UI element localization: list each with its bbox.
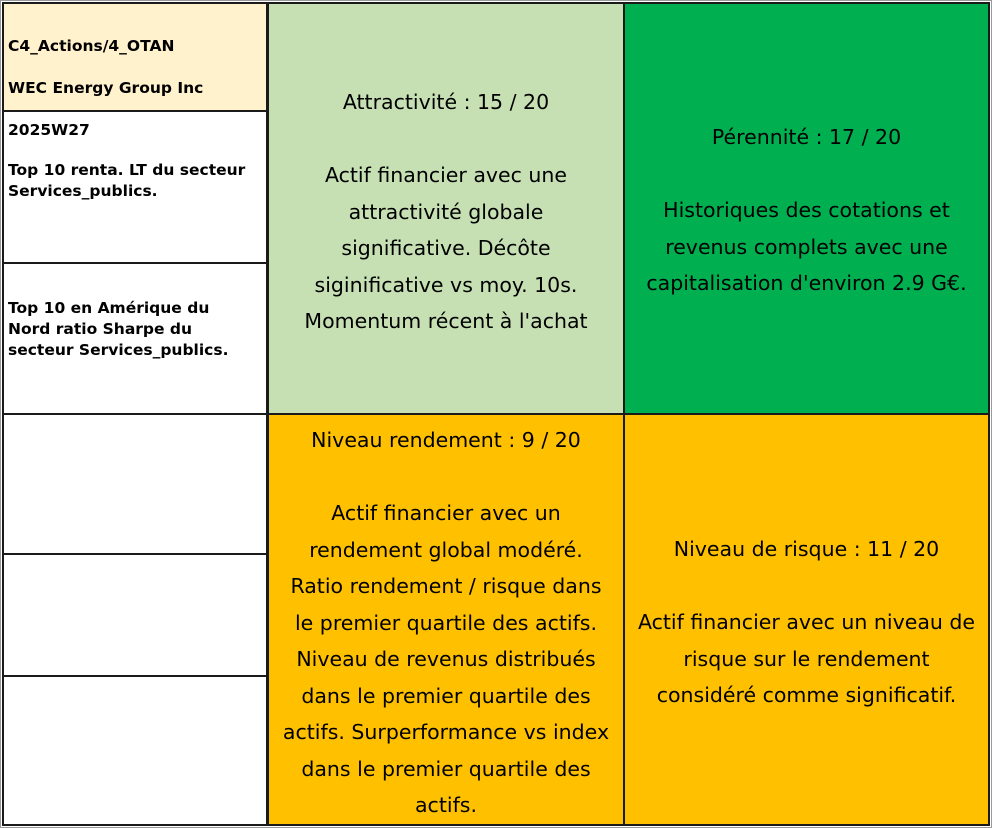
side-note-2: Top 10 en Amérique du Nord ratio Sharpe du secteur Services_publics. [8,299,229,359]
attractivite-score: Attractivité : 15 / 20 [342,90,550,114]
side-note-2-cell [2,262,268,415]
header-week: 2025W27 [8,121,90,139]
risque-block [627,531,986,714]
side-note-1: Top 10 renta. LT du secteur Services_publics. [8,161,246,200]
perennite-block [627,119,986,302]
risque-cell [623,413,990,826]
attractivite-cell [267,2,625,415]
side-note-3-cell [2,413,268,555]
perennite-description: Historiques des cotations et revenus complets avec une capitalisation d'environ 2.9 G€. [646,198,967,295]
perennite-score: Pérennité : 17 / 20 [711,125,902,149]
rendement-cell [267,413,625,826]
header-portfolio: C4_Actions/4_OTAN [8,37,175,55]
side-note-1-cell [2,110,268,264]
risque-description: Actif financier avec un niveau de risque sur le rendement considéré comme significatif. [637,610,976,707]
rendement-description: Actif financier avec un rendement global modéré. Ratio rendement / risque dans le premier quartile des actifs. Niveau de revenus distribués dans le premier quartile des actifs. Surperformance vs index dans le premier quartile des actifs. [282,501,610,817]
attractivite-description: Actif financier avec une attractivité globale significative. Décôte siginificative vs moy. 10s. Momentum récent à l'achat [304,163,588,333]
side-note-5-cell [2,675,268,826]
perennite-cell [623,2,990,415]
rendement-score: Niveau rendement : 9 / 20 [311,428,581,452]
side-note-4-cell [2,553,268,677]
header-cell [2,2,268,139]
risque-score: Niveau de risque : 11 / 20 [673,537,940,561]
attractivite-block [271,84,621,340]
rendement-block [271,422,621,824]
header-company: WEC Energy Group Inc [8,79,204,97]
